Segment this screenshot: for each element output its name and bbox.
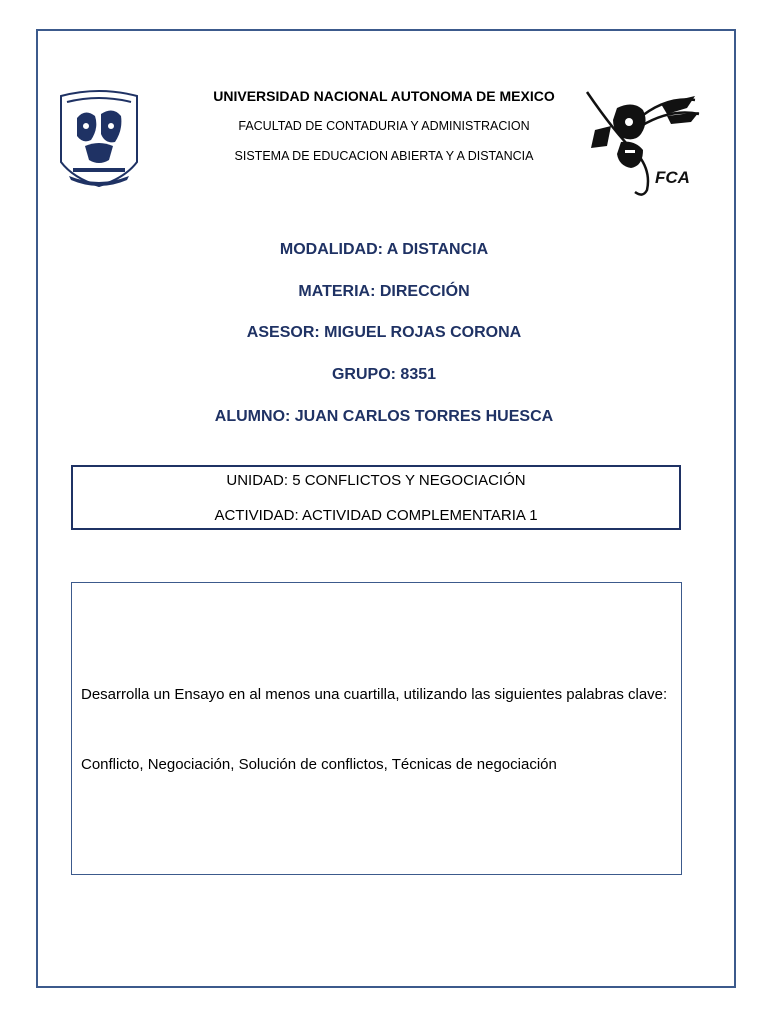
unam-crest-icon [55, 88, 143, 192]
task-box [71, 582, 682, 875]
materia-line: MATERIA: DIRECCIÓN [298, 283, 470, 300]
grupo-line: GRUPO: 8351 [331, 366, 437, 383]
task-keywords: Conflicto, Negociación, Solución de conflictos, Técnicas de negociación [81, 756, 557, 773]
university-name: UNIVERSIDAD NACIONAL AUTONOMA DE MEXICO [213, 88, 555, 104]
fca-logo-text: FCA [655, 168, 690, 187]
task-instruction: Desarrolla un Ensayo en al menos una cuartilla, utilizando las siguientes palabras clave: [81, 686, 668, 703]
modalidad-line: MODALIDAD: A DISTANCIA [279, 241, 489, 258]
alumno-line: ALUMNO: JUAN CARLOS TORRES HUESCA [214, 408, 554, 425]
unidad-line: UNIDAD: 5 CONFLICTOS Y NEGOCIACIÓN [226, 472, 526, 489]
system-name: SISTEMA DE EDUCACION ABIERTA Y A DISTANCIA [234, 149, 534, 163]
unit-activity-box [71, 465, 681, 530]
faculty-name: FACULTAD DE CONTADURIA Y ADMINISTRACION [238, 119, 530, 133]
asesor-line: ASESOR: MIGUEL ROJAS CORONA [246, 324, 522, 341]
actividad-line: ACTIVIDAD: ACTIVIDAD COMPLEMENTARIA 1 [214, 507, 538, 524]
